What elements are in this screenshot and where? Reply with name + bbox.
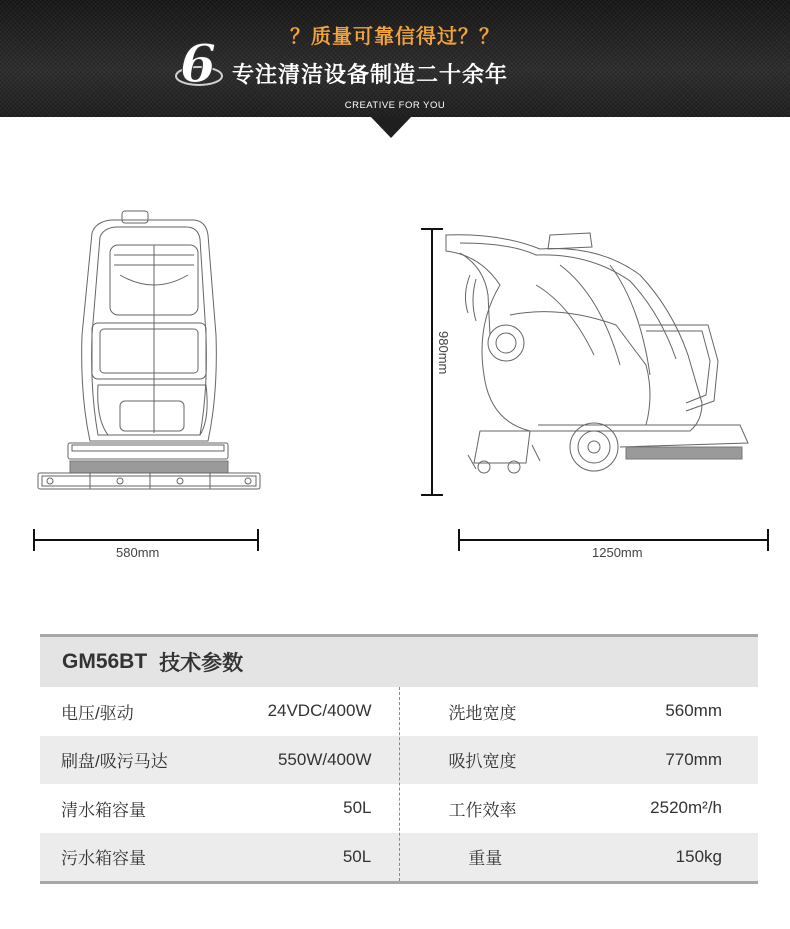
spec-title: 技术参数 [159,651,244,675]
tagline: ？质量可靠信得过？？ [290,24,500,48]
spec-title-row [40,637,758,687]
spec-value: 24VDC/400W [267,701,372,721]
spec-label: 污水箱容量 [61,849,146,869]
spec-column-divider [399,687,400,881]
spec-label: 清水箱容量 [61,800,146,820]
spec-label: 工作效率 [448,800,517,820]
spec-value: 770mm [665,749,722,769]
spec-label: 重量 [468,849,503,869]
spec-value: 2520m²/h [650,798,722,818]
front-width-label: 580mm [116,545,160,560]
spec-value: 150kg [675,846,722,866]
side-height-label: 980mm [436,331,451,375]
spec-label: 刷盘/吸污马达 [61,752,168,772]
spec-bottom-rule [40,881,758,884]
spec-value: 50L [343,798,372,818]
spec-value: 50L [342,846,372,866]
spec-body [40,687,758,881]
headline: 专注清洁设备制造二十余年 [232,63,509,88]
spec-label: 洗地宽度 [448,703,517,723]
spec-value: 550W/400W [277,749,372,769]
years-badge-number: 6 [179,36,217,92]
subline: CREATIVE FOR YOU [344,100,446,111]
spec-model: GM56BT [62,650,148,673]
spec-table [40,634,758,884]
spec-label: 电压/驱动 [61,703,134,723]
side-length-label: 1250mm [592,545,643,560]
spec-value: 560mm [665,701,722,721]
spec-label: 吸扒宽度 [448,752,517,772]
